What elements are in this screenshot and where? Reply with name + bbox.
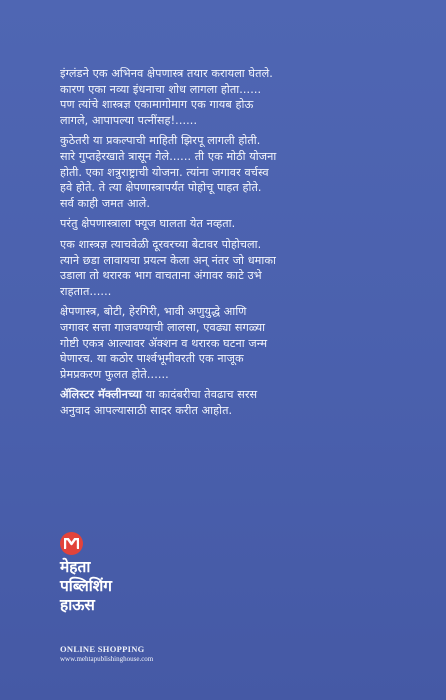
author-name: ॲलिस्टर मॅक्लीनच्या (60, 388, 142, 402)
blurb-paragraph-4: एक शास्त्रज्ञ त्याचवेळी दूरवरच्या बेटावर पोहोचला. त्याने छडा लावायचा प्रयत्न केला अन् नंतर जो धमाका उडाला तो थरारक भाग वाचताना अंगावर काटे उभे राहतात...... (60, 237, 276, 298)
blurb-paragraph-6-text: या कादंबरीचा तेवढाच सरस अनुवाद आपल्यासाठी सादर करीत आहोत. (60, 388, 258, 417)
online-shopping-label: ONLINE SHOPPING (60, 644, 145, 654)
blurb-paragraph-3: परंतु क्षेपणास्त्राला फ्यूज घालता येत नव्हता. (60, 217, 236, 231)
blurb-paragraph-1: इंग्लंडने एक अभिनव क्षेपणास्त्र तयार करायला घेतले. कारण एका नव्या इंधनाचा शोध लागला होता...... पण त्यांचे शास्त्रज्ञ एकामागोमाग एक गायब होऊ लागले, आपापल्या पत्नींसह!...... (60, 67, 273, 127)
publisher-logo (60, 532, 180, 615)
publisher-name-line-2: पब्लिशिंग (60, 577, 112, 595)
online-shopping (60, 644, 153, 663)
publisher-name-line-3: हाऊस (60, 596, 95, 614)
blurb-paragraph-2: कुठेतरी या प्रकल्पाची माहिती झिरपू लागली होती. सारे गुप्तहेरखाते त्रासून गेले...... ती एक मोठी योजना होती. एका शत्रुराष्ट्राची योजना. त्यांना जगावर वर्चस्व हवे होते. ते त्या क्षेपणास्त्रापर्यंत पोहोचू पाहत होते. सर्व काही जमत आले. (60, 134, 277, 210)
publisher-website: www.mehtapublishinghouse.com (60, 655, 154, 663)
back-cover-blurb (60, 66, 390, 423)
blurb-paragraph-6 (60, 387, 390, 418)
publisher-name-line-1: मेहता (60, 558, 91, 576)
blurb-paragraph-5: क्षेपणास्त्र, बोटी, हेरगिरी, भावी अणुयुद्धे आणि जगावर सत्ता गाजवण्याची लालसा, एवढ्या सगळ्या गोष्टी एकत्र आल्यावर ॲक्शन व थरारक घटना जन्म घेणारच. या कठोर पार्श्वभूमीवरती एक नाजूक प्रेमप्रकरण फुलत होते...... (60, 305, 268, 381)
mehta-logo-icon (60, 532, 83, 555)
